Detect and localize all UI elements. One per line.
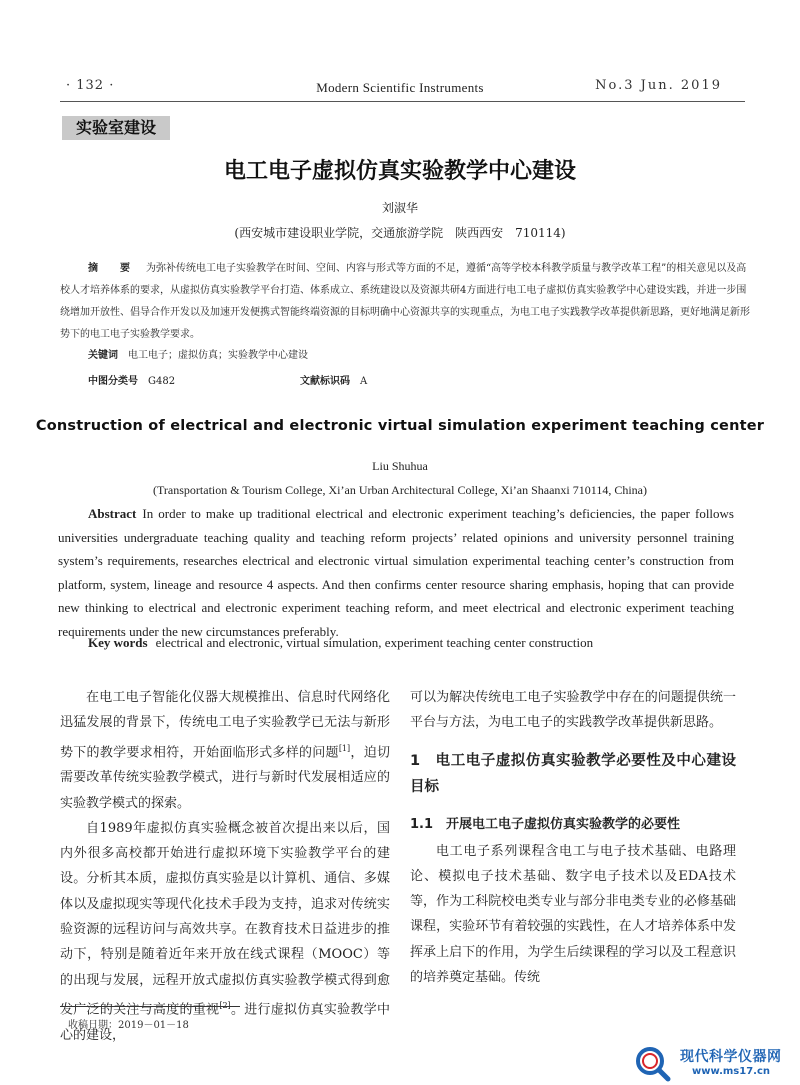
keywords-en-text: electrical and electronic, virtual simulation, experiment teaching center construction [155,635,594,650]
paragraph-text: ，迫切需要改革传统实验教学模式，进行与新时代发展相适应的实验教学模式的探索。 [60,744,390,811]
paragraph: 可以为解决传统电工电子实验教学中存在的问题提供统一平台与方法，为电工电子的实践教学改革提供新思路。 [410,690,736,731]
section-tag: 实验室建设 [62,116,170,140]
abstract-en [58,502,734,644]
keywords-cn-text: 电工电子；虚拟仿真；实验教学中心建设 [128,350,308,361]
magnifier-logo-icon [630,1044,678,1082]
classification-number [88,372,175,387]
body-right-column [410,685,736,990]
paragraph: 电工电子系列课程含电工与电子技术基础、电路理论、模拟电子技术基础、数字电子技术以及EDA技术等，作为工科院校电类专业与部分非电类专业的必修基础课程，实验环节有着较强的实践性，在人才培养体系中发挥承上启下的作用，为学生后续课程的学习以及工程意识的培养奠定基础。传统 [410,843,736,986]
title-cn: 电工电子虚拟仿真实验教学中心建设 [223,159,576,184]
keywords-cn [88,346,308,361]
header-rule [60,101,745,102]
document-code-label: 文献标识码 [300,376,350,387]
abstract-cn-text: 为弥补传统电工电子实验教学在时间、空间、内容与形式等方面的不足，遵循“高等学校本科教学质量与教学改革工程”的相关意见以及高校人才培养体系的要求，从虚拟仿真实验教学平台打造、体系成立、系统建设以及资源共研4方面进行电工电子虚拟仿真实验教学中心建设实践，并进一步围绕增加开放性、倡导合作开发以及加速开发便携式智能终端资源的目标明确中心资源共享的实现重点，为电工电子实践教学改革提供新思路，更好地满足新形势下的电工电子实验教学要求。 [60,263,750,340]
author-cn: 刘淑华 [381,201,418,215]
paragraph [60,816,390,1048]
paragraph-text: 自1989年虚拟仿真实验概念被首次提出来以后，国内外很多高校都开始进行虚拟环境下实验教学平台的建设。分析其本质，虚拟仿真实验是以计算机、通信、多媒体以及虚拟现实等现代化技术手段为支持，追求对传统实验资源的远程访问与高效共享。在教育技术日益进步的推动下，特别是随着近年来开放在线式课程（MOOC）等的出现与发展，远程开放式虚拟仿真实验教学模式得到愈发广泛的关注与高度的重视 [60,820,390,1018]
watermark-url: www.ms17.cn [692,1066,771,1077]
keywords-en-label: Key words [88,635,148,650]
watermark-logo [630,1044,795,1082]
paragraph-text: 。进行虚拟仿真实验教学中心的建设， [60,1002,390,1043]
author-en: Liu Shuhua [372,459,428,473]
keywords-en [88,635,593,651]
citation-ref: [1] [338,743,351,753]
received-date: 收稿日期：2019－01－18 [68,1020,189,1031]
abstract-cn [60,258,750,346]
document-code [300,372,367,387]
journal-name: Modern Scientific Instruments [316,80,484,95]
citation-ref: [2] [219,1000,231,1010]
classification-value: G482 [148,376,176,387]
affiliation-cn: (西安城市建设职业学院，交通旅游学院 陕西西安 710114) [234,226,566,240]
abstract-en-label: Abstract [88,506,137,521]
abstract-en-text: In order to make up traditional electrical and electronic experiment teaching’s deficiencies, the paper follows universities undergraduate teaching quality and teaching reform projects’ related opinions and university personnel training system’s requirements, researches electrical and electronic virtual simulation experimental teaching center’s construction from platform, system, lineage and resource 4 aspects. And then confirms center resource sharing emphasis, hoping that can provide new thinking to electrical and electronic experiment teaching reform, and meet electrical and electronic experiment teaching requirements under the new circumstances preferably. [58,506,734,639]
subsection-heading: 1.1 开展电工电子虚拟仿真实验教学的必要性 [410,816,681,832]
document-code-value: A [360,376,368,387]
page-number: · 132 · [66,78,115,93]
section-heading: 1 电工电子虚拟仿真实验教学必要性及中心建设目标 [410,752,736,795]
title-en: Construction of electrical and electronic virtual simulation experiment teaching center [35,418,765,434]
keywords-cn-label: 关键词 [88,350,118,361]
abstract-cn-label: 摘 要 [88,263,136,274]
issue-info: No.3 Jun. 2019 [595,78,722,93]
paragraph [60,685,390,816]
body-left-column [60,685,390,1048]
footnote-rule [60,1006,240,1007]
affiliation-en: (Transportation & Tourism College, Xi’an Urban Architectural College, Xi’an Shaanxi 710114, China) [153,483,647,497]
paragraph-text: 在电工电子智能化仪器大规模推出、信息时代网络化迅猛发展的背景下，传统电工电子实验教学已无法与新形势下的教学要求相符，开始面临形式多样的问题 [60,690,390,760]
classification-label: 中图分类号 [88,376,138,387]
watermark-name: 现代科学仪器网 [680,1049,782,1065]
